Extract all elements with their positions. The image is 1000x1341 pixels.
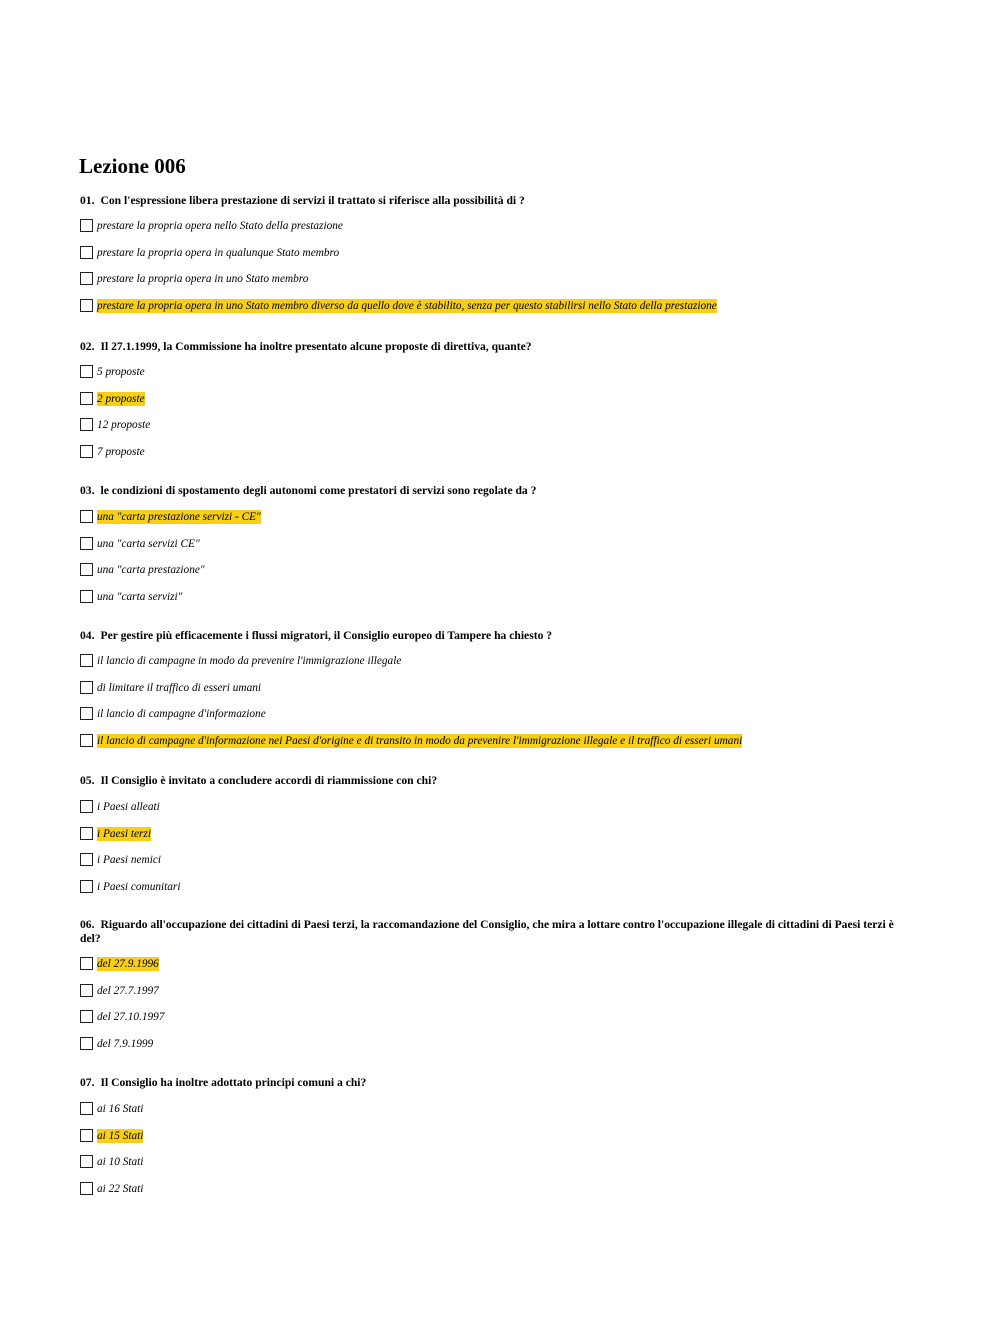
answer-label: 5 proposte — [97, 366, 145, 378]
answer-checkbox[interactable] — [80, 219, 93, 232]
answer-label-highlighted: del 27.9.1996 — [97, 958, 159, 970]
answer-checkbox[interactable] — [80, 734, 93, 747]
answer-label: ai 16 Stati — [97, 1103, 144, 1115]
answer-label: prestare la propria opera in qualunque Stato membro — [97, 247, 340, 259]
answer-label-highlighted: prestare la propria opera in uno Stato membro diverso da quello dove è stabilito, senza per questo stabilirsi nello Stato della prestazione — [97, 300, 717, 312]
answer-checkbox[interactable] — [80, 1129, 93, 1142]
answer-checkbox[interactable] — [80, 537, 93, 550]
answer-label: il lancio di campagne in modo da prevenire l'immigrazione illegale — [97, 655, 402, 667]
answer-label: ai 22 Stati — [97, 1183, 144, 1195]
answer-label: i Paesi alleati — [97, 801, 160, 813]
answer-label: prestare la propria opera nello Stato della prestazione — [97, 220, 343, 232]
answer-label: del 27.10.1997 — [97, 1011, 165, 1023]
question-text — [80, 918, 910, 946]
answer-checkbox[interactable] — [80, 853, 93, 866]
question-number: 04. — [80, 629, 95, 642]
answer-checkbox[interactable] — [80, 590, 93, 603]
answer-checkbox[interactable] — [80, 365, 93, 378]
question-text — [80, 1076, 910, 1090]
answer-checkbox[interactable] — [80, 681, 93, 694]
answer-checkbox[interactable] — [80, 1102, 93, 1115]
answer-checkbox[interactable] — [80, 445, 93, 458]
question-number: 07. — [80, 1076, 95, 1089]
question-label: Il Consiglio è invitato a concludere accordi di riammissione con chi? — [100, 774, 438, 787]
question-label: Il Consiglio ha inoltre adottato principi comuni a chi? — [100, 1076, 367, 1089]
question-label: Con l'espressione libera prestazione di servizi il trattato si riferisce alla possibilità di ? — [100, 194, 525, 207]
answer-checkbox[interactable] — [80, 957, 93, 970]
answer-checkbox[interactable] — [80, 1155, 93, 1168]
answer-checkbox[interactable] — [80, 299, 93, 312]
answer-label: del 7.9.1999 — [97, 1038, 154, 1050]
answer-checkbox[interactable] — [80, 510, 93, 523]
answer-label: una "carta servizi CE" — [97, 538, 200, 550]
question-text — [80, 340, 910, 354]
answer-checkbox[interactable] — [80, 984, 93, 997]
question-text — [80, 629, 910, 643]
answer-checkbox[interactable] — [80, 418, 93, 431]
answer-label: ai 10 Stati — [97, 1156, 144, 1168]
answer-checkbox[interactable] — [80, 880, 93, 893]
answer-label: prestare la propria opera in uno Stato membro — [97, 273, 309, 285]
question-number: 01. — [80, 194, 95, 207]
answer-label-highlighted: 2 proposte — [97, 393, 145, 405]
answer-checkbox[interactable] — [80, 563, 93, 576]
answer-label-highlighted: una "carta prestazione servizi - CE" — [97, 511, 261, 523]
question-label: Il 27.1.1999, la Commissione ha inoltre presentato alcune proposte di direttiva, quante? — [100, 340, 532, 353]
answer-checkbox[interactable] — [80, 707, 93, 720]
question-text — [80, 774, 910, 788]
answer-label: 12 proposte — [97, 419, 151, 431]
answer-checkbox[interactable] — [80, 246, 93, 259]
answer-label-highlighted: ai 15 Stati — [97, 1130, 144, 1142]
question-number: 06. — [80, 918, 95, 931]
answer-checkbox[interactable] — [80, 827, 93, 840]
answer-checkbox[interactable] — [80, 392, 93, 405]
answer-label-highlighted: i Paesi terzi — [97, 828, 151, 840]
answer-checkbox[interactable] — [80, 800, 93, 813]
answer-label: di limitare il traffico di esseri umani — [97, 682, 262, 694]
answer-label: i Paesi nemici — [97, 854, 161, 866]
question-number: 03. — [80, 484, 95, 497]
answer-label: una "carta servizi" — [97, 591, 183, 603]
question-text — [80, 194, 910, 208]
question-label: Per gestire più efficacemente i flussi migratori, il Consiglio europeo di Tampere ha chiesto ? — [100, 629, 553, 642]
answer-label: del 27.7.1997 — [97, 985, 159, 997]
answer-checkbox[interactable] — [80, 1037, 93, 1050]
answer-label: una "carta prestazione" — [97, 564, 205, 576]
answer-checkbox[interactable] — [80, 654, 93, 667]
question-number: 02. — [80, 340, 95, 353]
question-label: le condizioni di spostamento degli autonomi come prestatori di servizi sono regolate da ? — [100, 484, 537, 497]
answer-label: il lancio di campagne d'informazione — [97, 708, 266, 720]
page-title: Lezione 006 — [79, 154, 186, 178]
answer-checkbox[interactable] — [80, 1010, 93, 1023]
question-text — [80, 484, 910, 498]
answer-checkbox[interactable] — [80, 272, 93, 285]
answer-label: i Paesi comunitari — [97, 881, 181, 893]
question-label: Riguardo all'occupazione dei cittadini di Paesi terzi, la raccomandazione del Consiglio, che mira a lottare contro l'occupazione illegale di cittadini di Paesi terzi è del? — [80, 918, 894, 945]
answer-label: 7 proposte — [97, 446, 145, 458]
answer-label-highlighted: il lancio di campagne d'informazione nei Paesi d'origine e di transito in modo da prevenire l'immigrazione illegale e il traffico di esseri umani — [97, 735, 743, 747]
answer-checkbox[interactable] — [80, 1182, 93, 1195]
question-number: 05. — [80, 774, 95, 787]
